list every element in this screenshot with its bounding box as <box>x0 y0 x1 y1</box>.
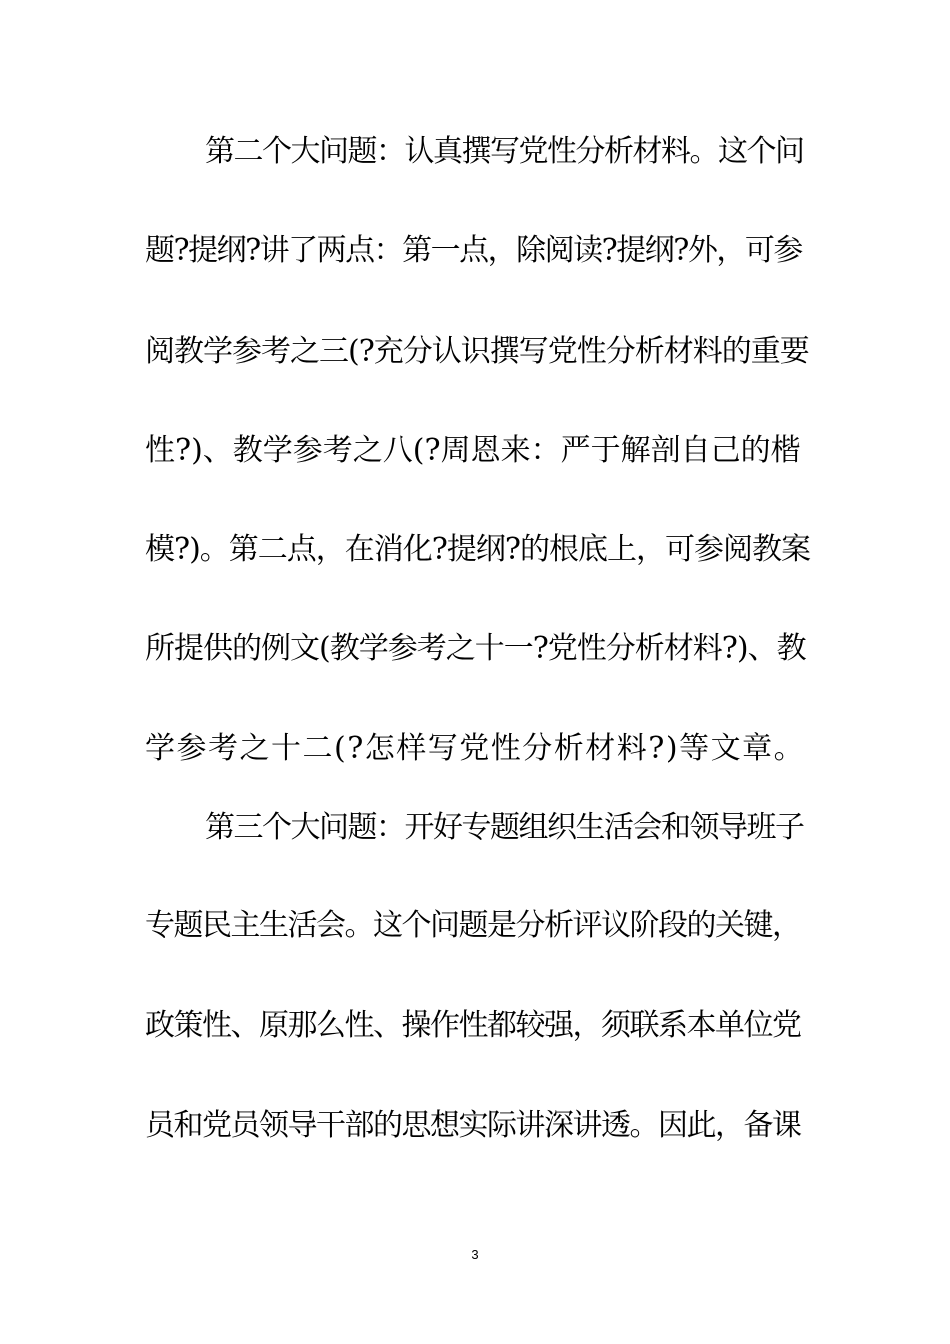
paragraph-2-line-1: 第三个大问题：开好专题组织生活会和领导班子 <box>205 810 804 845</box>
paragraph-1-line-6: 所提供的例文(教学参考之十一?党性分析材料?)、教 <box>145 631 806 666</box>
paragraph-1-line-4: 性?)、教学参考之八(?周恩来：严于解剖自己的楷 <box>145 433 801 468</box>
paragraph-1-line-2: 题?提纲?讲了两点：第一点，除阅读?提纲?外，可参 <box>145 233 802 268</box>
paragraph-1-line-1: 第二个大问题：认真撰写党性分析材料。这个问 <box>205 134 804 169</box>
paragraph-1-line-5: 模?)。第二点，在消化?提纲?的根底上，可参阅教案 <box>145 532 810 567</box>
paragraph-1-line-3: 阅教学参考之三(?充分认识撰写党性分析材料的重要 <box>145 334 809 369</box>
paragraph-2-line-4: 员和党员领导干部的思想实际讲深讲透。因此，备课 <box>145 1108 801 1143</box>
paragraph-2-line-2: 专题民主生活会。这个问题是分析评议阶段的关键， <box>145 908 801 943</box>
paragraph-1-line-7: 学参考之十二(?怎样写党性分析材料?)等文章。 <box>145 731 806 766</box>
paragraph-2-line-3: 政策性、原那么性、操作性都较强，须联系本单位党 <box>145 1008 801 1043</box>
page-number: 3 <box>471 1247 479 1262</box>
